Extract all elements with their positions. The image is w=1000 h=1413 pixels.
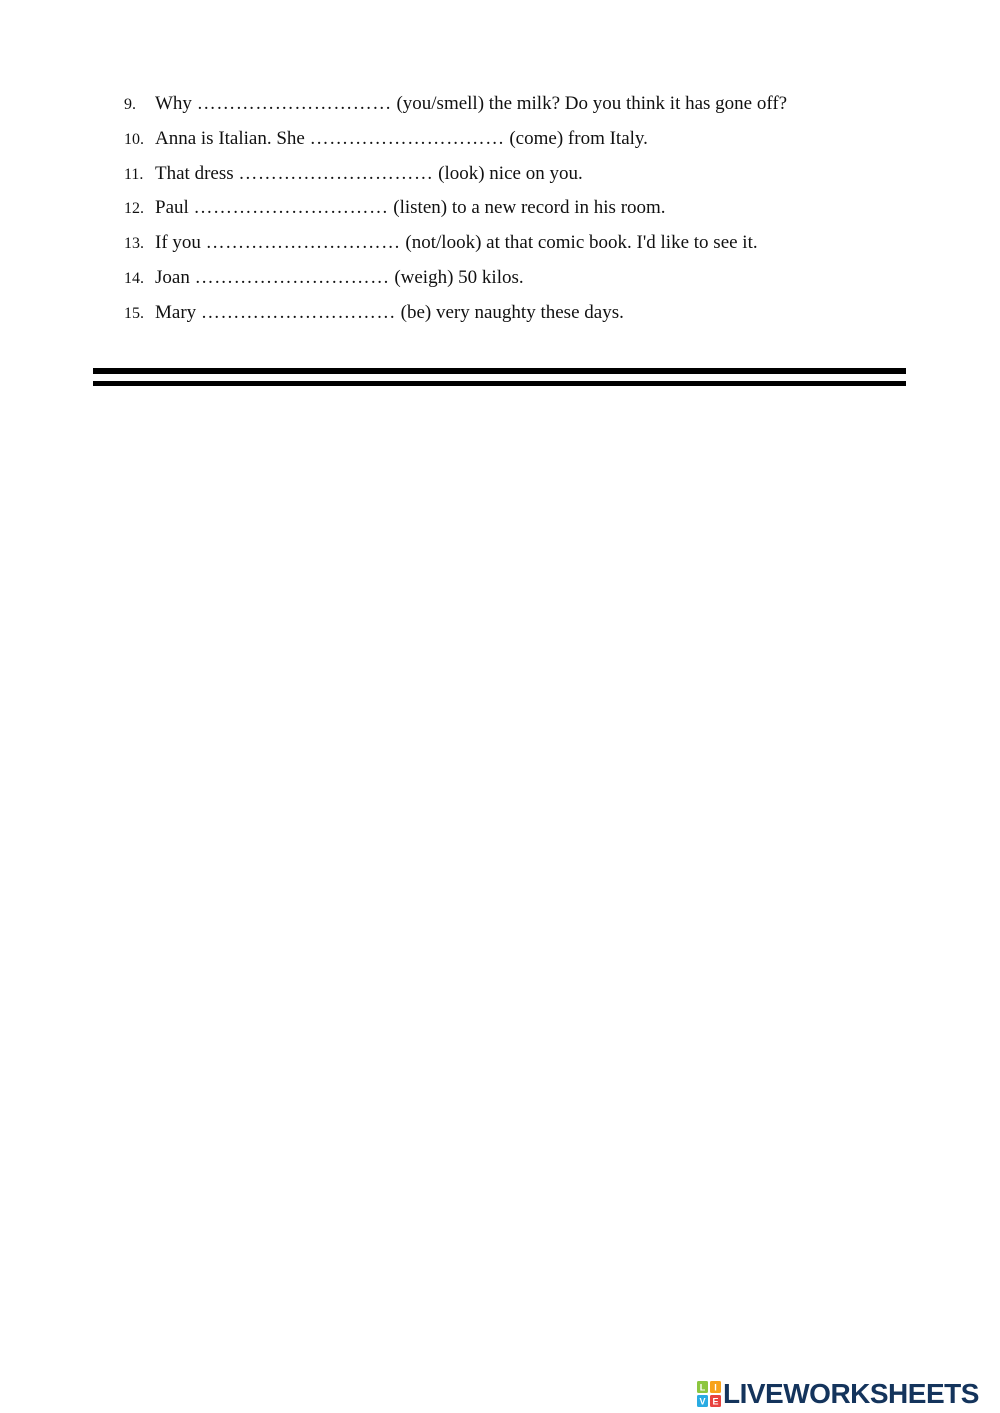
answer-blank[interactable]: ………………………… [309,127,505,149]
answer-blank[interactable]: ………………………… [194,266,390,288]
item-suffix: (listen) to a new record in his room. [388,197,666,219]
item-number: 11. [124,165,144,183]
item-suffix: (be) very naughty these days. [395,301,624,323]
item-suffix: (not/look) at that comic book. I'd like to see it. [400,232,758,254]
item-prefix: Mary [155,301,201,323]
svg-text:I: I [714,1382,717,1393]
item-text [155,163,583,185]
answer-blank[interactable]: ………………………… [238,162,434,184]
exercise-item-13 [124,232,924,267]
item-suffix: (look) nice on you. [433,162,583,184]
item-number: 13. [124,235,144,253]
answer-blank[interactable]: ………………………… [200,301,396,323]
item-text [155,267,524,289]
item-text [155,302,624,324]
liveworksheets-logo-icon [697,1381,721,1407]
exercise-item-10 [124,128,924,163]
item-text [155,128,648,150]
item-prefix: Joan [155,266,195,288]
item-number: 12. [124,200,144,218]
svg-text:L: L [699,1382,706,1393]
item-number: 15. [124,304,144,322]
item-prefix: Why [155,93,197,114]
svg-text:E: E [712,1396,719,1407]
exercise-item-12 [124,197,924,232]
item-prefix: Anna is Italian. She [155,127,310,149]
item-text [155,232,758,254]
section-divider-thick [93,368,906,374]
exercise-list [124,93,924,337]
answer-blank[interactable]: ………………………… [193,197,389,219]
item-text [155,93,787,115]
answer-blank[interactable]: ………………………… [196,93,392,114]
item-prefix: That dress [155,162,239,184]
answer-blank[interactable]: ………………………… [205,232,401,254]
item-suffix: (you/smell) the milk? Do you think it has gone off? [391,93,788,114]
item-suffix: (weigh) 50 kilos. [389,266,524,288]
exercise-item-9 [124,93,924,128]
exercise-item-11 [124,163,924,198]
svg-text:V: V [699,1396,706,1407]
exercise-item-14 [124,267,924,302]
item-number: 10. [124,130,144,148]
item-number: 14. [124,269,144,287]
item-number: 9. [124,96,136,113]
exercise-item-15 [124,302,924,337]
section-divider-thin [93,381,906,386]
item-text [155,197,666,219]
item-suffix: (come) from Italy. [504,127,648,149]
liveworksheets-logo[interactable] [697,1378,979,1410]
item-prefix: If you [155,232,206,254]
item-prefix: Paul [155,197,194,219]
liveworksheets-wordmark: LIVEWORKSHEETS [723,1378,979,1409]
